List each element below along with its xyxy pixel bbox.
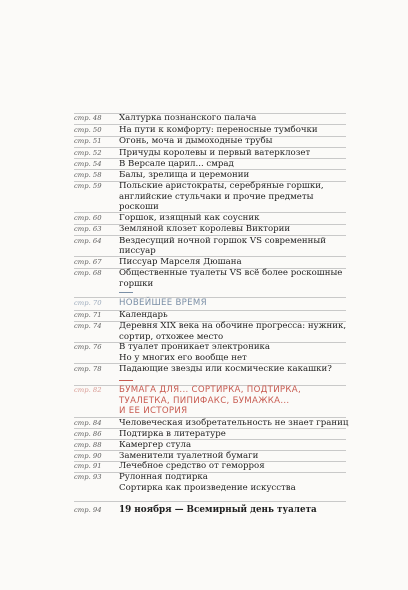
entry-title: Балы, зрелища и церемонии <box>119 169 250 180</box>
page-number: стр. 60 <box>74 213 102 222</box>
page-number: стр. 67 <box>74 257 102 266</box>
entry-title: Общественные туалеты VS всё более роскошные <box>119 268 343 278</box>
toc-entry <box>0 440 408 451</box>
entry-title: В Версале царил... смрад <box>119 158 234 169</box>
page-number: стр. 50 <box>74 125 102 134</box>
entry-title: Рулонная подтирка <box>119 472 208 482</box>
toc-entry <box>0 113 408 124</box>
entry-title: Но у многих его вообще нет <box>119 352 247 363</box>
entry-title: Сортирка как произведение искусства <box>119 482 296 493</box>
entry-title: английские стульчаки и прочие предметы <box>119 191 314 202</box>
page-number: стр. 86 <box>74 429 102 438</box>
entry-title: БУМАГА ДЛЯ... СОРТИРКА, ПОДТИРКА, <box>119 385 302 395</box>
entry-title: На пути к комфорту: переносные тумбочки <box>119 124 318 135</box>
entry-title: И ЕЕ ИСТОРИЯ <box>119 406 188 416</box>
entry-title: Деревня XIX века на обочине прогресса: нужник, <box>119 321 347 331</box>
page-number: стр. 84 <box>74 418 102 427</box>
toc-entry <box>0 136 408 147</box>
entry-title: Причуды королевы и первый ватерклозет <box>119 147 311 158</box>
entry-title: Камергер стула <box>119 439 192 450</box>
page-number: стр. 90 <box>74 451 102 460</box>
toc-entry <box>0 418 408 429</box>
entry-title: Польские аристократы, серебряные горшки, <box>119 181 324 191</box>
toc-entry <box>0 505 408 516</box>
toc-entry <box>0 268 408 289</box>
toc-entry <box>0 159 408 170</box>
toc-entry <box>0 429 408 440</box>
toc-entry <box>0 125 408 136</box>
toc-entry <box>0 170 408 181</box>
entry-title: сортир, отхожее место <box>119 331 224 342</box>
page-number: стр. 82 <box>74 386 102 394</box>
entry-title: В туалет проникает электроника <box>119 342 271 352</box>
toc-entry <box>0 148 408 159</box>
page-number: стр. 59 <box>74 182 102 190</box>
entry-title: Горшок, изящный как соусник <box>119 212 260 223</box>
page-number: стр. 93 <box>74 473 102 481</box>
divider <box>74 501 346 502</box>
toc-entry <box>0 236 408 257</box>
page-number: стр. 51 <box>74 137 102 145</box>
entry-title: Огонь, моча и дымоходные трубы <box>119 136 273 146</box>
entry-title: горшки <box>119 278 154 289</box>
section-dash <box>119 292 133 293</box>
entry-title: Халтурка познанского палача <box>119 113 257 123</box>
page-number: стр. 71 <box>74 311 102 319</box>
toc-entry <box>0 364 408 375</box>
entry-title: Человеческая изобретательность не знает границ <box>119 417 349 428</box>
section-dash <box>119 380 133 381</box>
toc-entry <box>0 310 408 321</box>
entry-title: писсуар <box>119 246 156 256</box>
entry-title: Падающие звезды или космические какашки? <box>119 363 332 374</box>
page-number: стр. 68 <box>74 269 102 277</box>
toc-entry <box>0 451 408 462</box>
page-number: стр. 48 <box>74 114 102 122</box>
entry-title: роскоши <box>119 202 159 212</box>
entry-title: Вездесущий ночной горшок VS современный <box>119 235 326 246</box>
page-number: стр. 91 <box>74 462 102 470</box>
page-number: стр. 70 <box>74 299 102 307</box>
toc-entry <box>0 461 408 472</box>
entry-title: ТУАЛЕТКА, ПИПИФАКС, БУМАЖКА... <box>119 395 290 406</box>
page-number: стр. 52 <box>74 148 102 157</box>
entry-title: Заменители туалетной бумаги <box>119 450 259 461</box>
entry-title: 19 ноября — Всемирный день туалета <box>119 505 317 515</box>
entry-title: НОВЕЙШЕЕ ВРЕМЯ <box>119 298 207 308</box>
page-number: стр. 54 <box>74 159 102 168</box>
page-number: стр. 74 <box>74 322 102 330</box>
page-number: стр. 76 <box>74 343 102 351</box>
toc-entry <box>0 342 408 363</box>
toc-entry <box>0 321 408 342</box>
toc-entry <box>0 224 408 235</box>
page-number: стр. 94 <box>74 506 102 514</box>
page-number: стр. 64 <box>74 236 102 245</box>
page-number: стр. 58 <box>74 170 102 179</box>
page-number: стр. 63 <box>74 225 102 233</box>
toc-entry <box>0 257 408 268</box>
toc-entry <box>0 181 408 213</box>
entry-title: Лечебное средство от геморроя <box>119 461 265 471</box>
entry-title: Календарь <box>119 310 168 320</box>
entry-title: Земляной клозет королевы Виктории <box>119 224 291 234</box>
page-number: стр. 78 <box>74 364 102 373</box>
section-heading <box>0 298 408 309</box>
toc-entry <box>0 213 408 224</box>
page-number: стр. 88 <box>74 440 102 449</box>
entry-title: Писсуар Марселя Дюшана <box>119 256 242 267</box>
section-heading <box>0 385 408 417</box>
toc-entry <box>0 472 408 493</box>
entry-title: Подтирка в литературе <box>119 428 226 439</box>
